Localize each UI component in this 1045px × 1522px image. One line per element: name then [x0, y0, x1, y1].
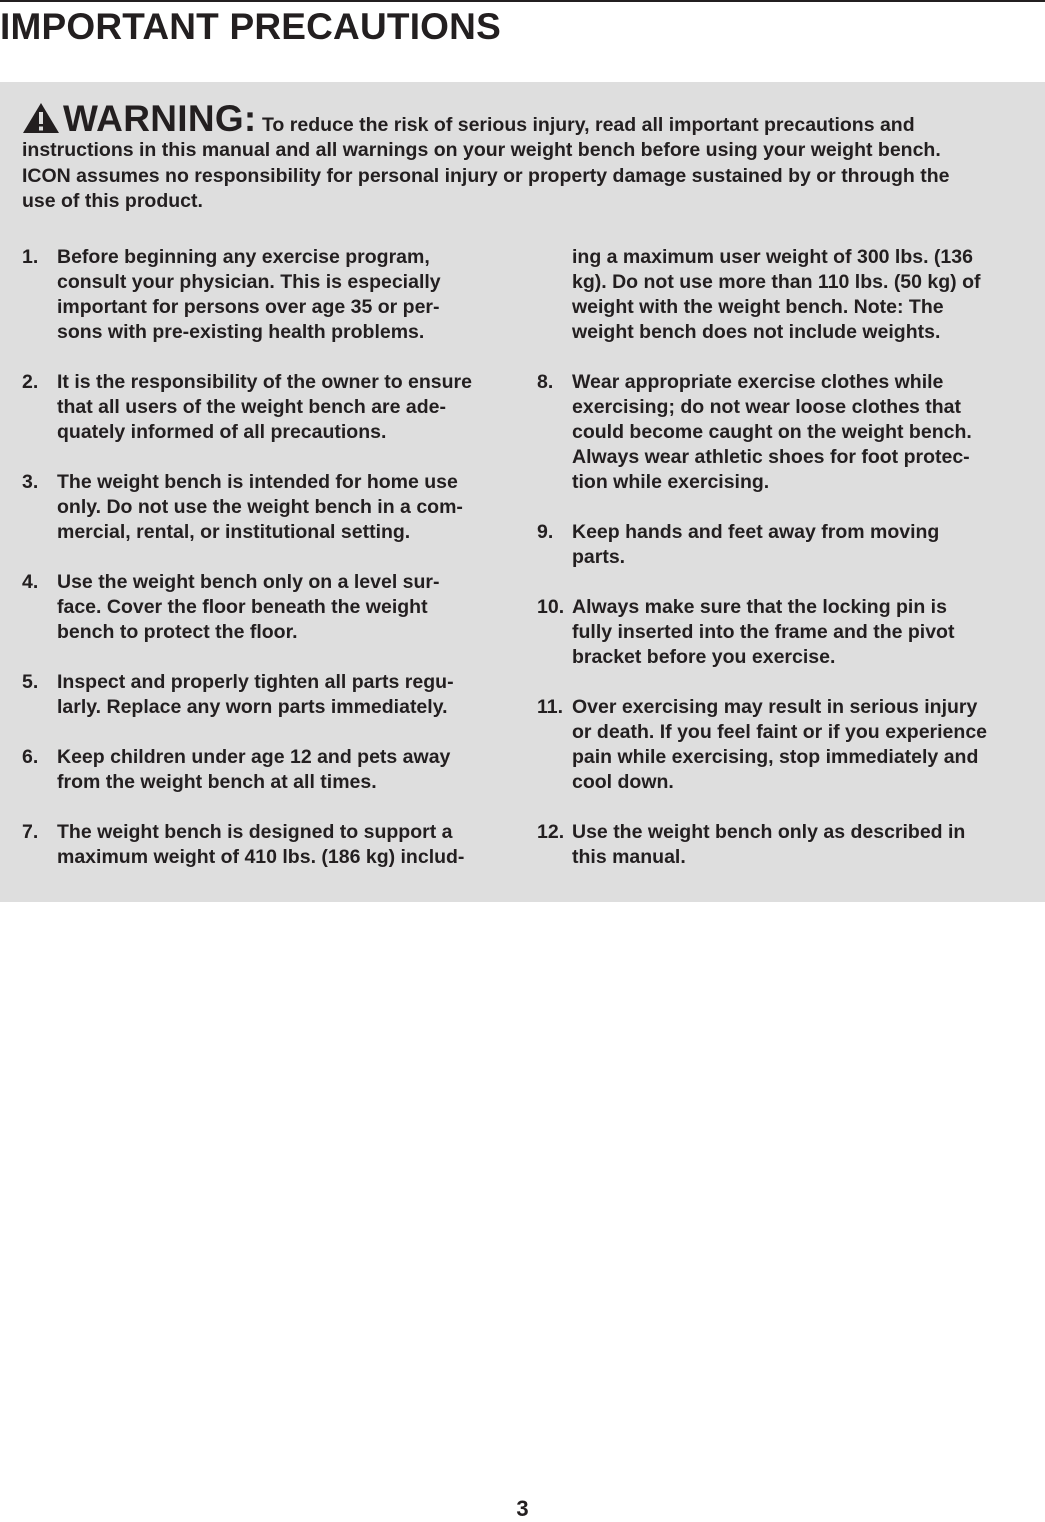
precaution-line: or death. If you feel faint or if you experience	[572, 721, 988, 743]
precaution-item	[22, 820, 512, 870]
precaution-line: maximum weight of 410 lbs. (186 kg) includ-	[57, 846, 465, 868]
warning-text: instructions in this manual and all warnings on your weight bench before using your weight bench.	[22, 139, 941, 162]
precaution-line: ing a maximum user weight of 300 lbs. (136	[572, 246, 973, 268]
precaution-number: 8.	[537, 371, 554, 393]
warning-text: use of this product.	[22, 189, 203, 212]
precaution-number: 1.	[22, 246, 39, 268]
warning-text: To reduce the risk of serious injury, read all important precautions and	[256, 114, 915, 136]
precaution-line: this manual.	[572, 846, 686, 868]
precautions-column-right	[537, 245, 1032, 895]
top-rule	[0, 0, 1045, 2]
precaution-line: It is the responsibility of the owner to ensure	[57, 371, 472, 393]
precaution-item	[537, 595, 1032, 670]
precaution-line: important for persons over age 35 or per-	[57, 296, 440, 318]
precaution-item	[22, 570, 512, 645]
precaution-line: Wear appropriate exercise clothes while	[572, 371, 944, 393]
precaution-item	[22, 745, 512, 795]
precaution-line: only. Do not use the weight bench in a com-	[57, 496, 463, 518]
precaution-item	[537, 370, 1032, 495]
page-title: IMPORTANT PRECAUTIONS	[0, 6, 501, 47]
precaution-line: pain while exercising, stop immediately and	[572, 746, 979, 768]
precaution-line: from the weight bench at all times.	[57, 771, 377, 793]
precaution-item	[537, 695, 1032, 795]
precaution-number: 5.	[22, 671, 39, 693]
precaution-line: Before beginning any exercise program,	[57, 246, 430, 268]
precaution-number: 9.	[537, 521, 554, 543]
warning-statement	[22, 98, 1027, 214]
precaution-number: 6.	[22, 746, 39, 768]
page-number: 3	[516, 1496, 529, 1521]
precaution-line: Over exercising may result in serious injury	[572, 696, 978, 718]
precaution-line: Keep hands and feet away from moving	[572, 521, 940, 543]
precaution-item	[537, 520, 1032, 570]
precaution-line: weight bench does not include weights.	[572, 321, 941, 343]
precaution-item	[22, 670, 512, 720]
precaution-number: 3.	[22, 471, 39, 493]
warning-triangle-icon	[22, 102, 60, 134]
precaution-line: mercial, rental, or institutional setting.	[57, 521, 411, 543]
precaution-line: Use the weight bench only on a level sur-	[57, 571, 440, 593]
precaution-item	[22, 470, 512, 545]
warning-panel	[0, 82, 1045, 902]
precaution-item	[22, 245, 512, 345]
precaution-line: weight with the weight bench. Note: The	[572, 296, 944, 318]
precaution-line: bracket before you exercise.	[572, 646, 836, 668]
warning-lead: WARNING:	[63, 98, 257, 139]
precaution-line: bench to protect the floor.	[57, 621, 298, 643]
precaution-line: Use the weight bench only as described in	[572, 821, 966, 843]
precaution-line: face. Cover the floor beneath the weight	[57, 596, 428, 618]
precaution-line: The weight bench is designed to support a	[57, 821, 453, 843]
precaution-number: 2.	[22, 371, 39, 393]
precaution-line: could become caught on the weight bench.	[572, 421, 972, 443]
precaution-number: 12.	[537, 821, 565, 843]
precaution-number: 7.	[22, 821, 39, 843]
precaution-item	[22, 370, 512, 445]
precaution-line: consult your physician. This is especially	[57, 271, 441, 293]
precaution-line: Always wear athletic shoes for foot protec-	[572, 446, 970, 468]
precaution-line: fully inserted into the frame and the pivot	[572, 621, 955, 643]
precaution-number: 4.	[22, 571, 39, 593]
precaution-line: Inspect and properly tighten all parts regu-	[57, 671, 454, 693]
precaution-line: exercising; do not wear loose clothes that	[572, 396, 962, 418]
precaution-line: larly. Replace any worn parts immediately.	[57, 696, 448, 718]
precautions-column-left	[22, 245, 512, 895]
precaution-line: sons with pre-existing health problems.	[57, 321, 425, 343]
precaution-line: The weight bench is intended for home use	[57, 471, 458, 493]
precaution-line: parts.	[572, 546, 626, 568]
precaution-line: kg). Do not use more than 110 lbs. (50 kg) of	[572, 271, 981, 293]
precaution-line: Always make sure that the locking pin is	[572, 596, 947, 618]
precaution-continuation	[572, 245, 1032, 345]
precaution-line: Keep children under age 12 and pets away	[57, 746, 451, 768]
precaution-number: 10.	[537, 596, 565, 618]
warning-text: ICON assumes no responsibility for personal injury or property damage sustained by or through the	[22, 164, 950, 187]
precaution-line: cool down.	[572, 771, 674, 793]
precaution-line: that all users of the weight bench are ade-	[57, 396, 447, 418]
precaution-line: quately informed of all precautions.	[57, 421, 387, 443]
precaution-item	[537, 820, 1032, 870]
precaution-number: 11.	[537, 696, 564, 718]
precaution-line: tion while exercising.	[572, 471, 770, 493]
